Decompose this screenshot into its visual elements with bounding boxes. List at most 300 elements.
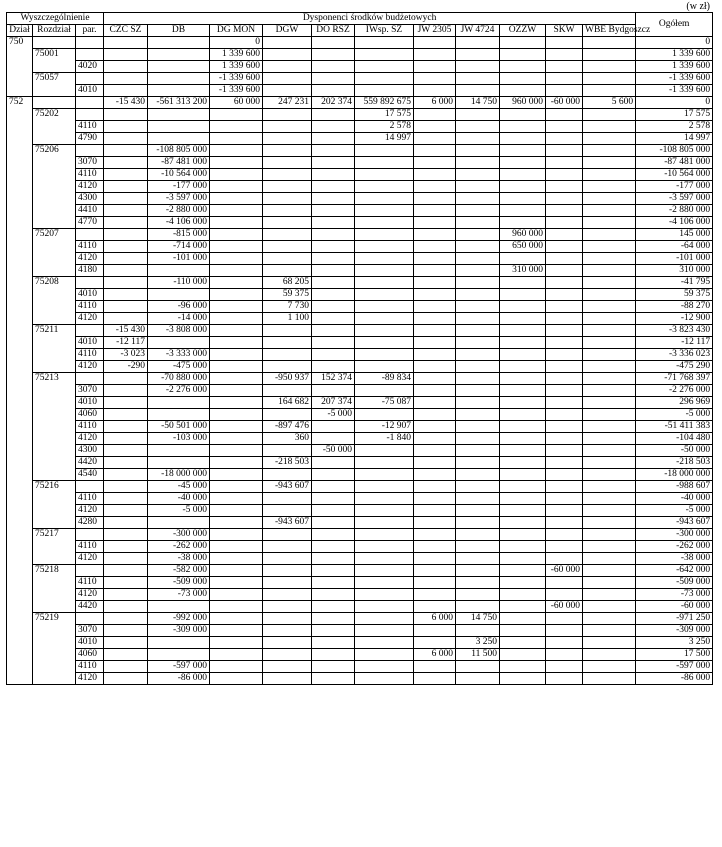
jw-4724-cell <box>456 421 500 433</box>
czc-sz-cell <box>104 289 148 301</box>
jw-2305-cell: 6 000 <box>414 613 456 625</box>
paragraf-cell: 4020 <box>76 61 104 73</box>
do-rsz-cell: 202 374 <box>312 97 355 109</box>
jw-4724-cell <box>456 313 500 325</box>
do-rsz-cell <box>312 241 355 253</box>
dgw-cell: -218 503 <box>263 457 312 469</box>
skw-cell <box>546 577 583 589</box>
iwsp-sz-cell <box>355 457 414 469</box>
table-row <box>7 349 713 361</box>
rozdzial-cell: 75216 <box>33 481 76 493</box>
wbe-bydgoszcz-cell <box>583 109 636 121</box>
total-cell: -509 000 <box>636 577 713 589</box>
table-row <box>7 433 713 445</box>
total-cell: -177 000 <box>636 181 713 193</box>
rozdzial-cell: 75211 <box>33 325 76 337</box>
iwsp-sz-cell <box>355 277 414 289</box>
dgw-cell <box>263 589 312 601</box>
dgw-cell <box>263 637 312 649</box>
db-cell <box>148 601 210 613</box>
dzial-cell <box>7 157 33 169</box>
paragraf-cell: 4120 <box>76 253 104 265</box>
iwsp-sz-cell <box>355 565 414 577</box>
ozzw-cell <box>500 61 546 73</box>
table-row <box>7 361 713 373</box>
wbe-bydgoszcz-cell <box>583 337 636 349</box>
paragraf-cell: 4110 <box>76 169 104 181</box>
skw-cell <box>546 553 583 565</box>
do-rsz-cell <box>312 481 355 493</box>
do-rsz-cell <box>312 193 355 205</box>
dgw-cell <box>263 37 312 49</box>
iwsp-sz-cell <box>355 541 414 553</box>
iwsp-sz-cell <box>355 145 414 157</box>
ozzw-cell <box>500 337 546 349</box>
jw-4724-cell <box>456 541 500 553</box>
czc-sz-cell <box>104 157 148 169</box>
dzial-cell <box>7 613 33 625</box>
table-row <box>7 529 713 541</box>
rozdzial-cell <box>33 313 76 325</box>
do-rsz-cell: -5 000 <box>312 409 355 421</box>
total-cell: -60 000 <box>636 601 713 613</box>
iwsp-sz-cell <box>355 85 414 97</box>
iwsp-sz-cell <box>355 673 414 685</box>
table-body <box>7 37 713 685</box>
db-cell: -10 564 000 <box>148 169 210 181</box>
do-rsz-cell <box>312 625 355 637</box>
total-cell: -18 000 000 <box>636 469 713 481</box>
jw-4724-cell <box>456 205 500 217</box>
rozdzial-cell <box>33 241 76 253</box>
ozzw-cell <box>500 673 546 685</box>
ozzw-cell <box>500 649 546 661</box>
jw-2305-cell <box>414 661 456 673</box>
db-cell: -101 000 <box>148 253 210 265</box>
dgw-cell <box>263 181 312 193</box>
iwsp-sz-cell <box>355 601 414 613</box>
wbe-bydgoszcz-cell <box>583 661 636 673</box>
db-cell: -475 000 <box>148 361 210 373</box>
jw-4724-cell <box>456 493 500 505</box>
paragraf-cell <box>76 37 104 49</box>
total-cell: -71 768 397 <box>636 373 713 385</box>
dgw-cell <box>263 229 312 241</box>
db-cell: -177 000 <box>148 181 210 193</box>
paragraf-cell: 4010 <box>76 85 104 97</box>
do-rsz-cell <box>312 169 355 181</box>
skw-cell <box>546 385 583 397</box>
jw-2305-cell: 6 000 <box>414 97 456 109</box>
dg-mon-cell <box>210 601 263 613</box>
iwsp-sz-cell <box>355 253 414 265</box>
table-row <box>7 313 713 325</box>
table-row <box>7 637 713 649</box>
total-cell: -73 000 <box>636 589 713 601</box>
ozzw-cell <box>500 397 546 409</box>
dg-mon-cell: 60 000 <box>210 97 263 109</box>
rozdzial-cell <box>33 553 76 565</box>
jw-2305-cell <box>414 397 456 409</box>
dg-mon-cell <box>210 457 263 469</box>
iwsp-sz-cell: -89 834 <box>355 373 414 385</box>
db-cell: -597 000 <box>148 661 210 673</box>
jw-2305-cell <box>414 361 456 373</box>
skw-cell <box>546 661 583 673</box>
dg-mon-cell <box>210 673 263 685</box>
iwsp-sz-cell <box>355 493 414 505</box>
wbe-bydgoszcz-cell: 5 600 <box>583 97 636 109</box>
do-rsz-cell <box>312 421 355 433</box>
jw-2305-cell <box>414 421 456 433</box>
dzial-cell <box>7 589 33 601</box>
do-rsz-cell <box>312 265 355 277</box>
table-row <box>7 565 713 577</box>
czc-sz-cell <box>104 409 148 421</box>
rozdzial-cell <box>33 673 76 685</box>
table-row <box>7 541 713 553</box>
iwsp-sz-cell <box>355 49 414 61</box>
header-specification: Wyszczególnienie <box>7 13 104 25</box>
rozdzial-cell <box>33 541 76 553</box>
czc-sz-cell <box>104 673 148 685</box>
do-rsz-cell <box>312 469 355 481</box>
paragraf-cell <box>76 109 104 121</box>
paragraf-cell: 4110 <box>76 661 104 673</box>
iwsp-sz-cell <box>355 589 414 601</box>
jw-4724-cell <box>456 145 500 157</box>
jw-4724-cell <box>456 217 500 229</box>
dgw-cell <box>263 409 312 421</box>
rozdzial-cell <box>33 217 76 229</box>
total-cell: -64 000 <box>636 241 713 253</box>
rozdzial-cell <box>33 121 76 133</box>
dgw-cell: -897 476 <box>263 421 312 433</box>
table-row <box>7 289 713 301</box>
unit-label: (w zł) <box>686 1 710 12</box>
dg-mon-cell <box>210 145 263 157</box>
dg-mon-cell <box>210 337 263 349</box>
ozzw-cell <box>500 277 546 289</box>
paragraf-cell: 4010 <box>76 289 104 301</box>
column-header-do-rsz: DO RSZ <box>312 25 355 37</box>
jw-4724-cell <box>456 409 500 421</box>
jw-2305-cell: 6 000 <box>414 649 456 661</box>
table-row <box>7 97 713 109</box>
db-cell <box>148 133 210 145</box>
dg-mon-cell <box>210 565 263 577</box>
jw-2305-cell <box>414 673 456 685</box>
jw-2305-cell <box>414 493 456 505</box>
czc-sz-cell <box>104 469 148 481</box>
jw-2305-cell <box>414 433 456 445</box>
iwsp-sz-cell <box>355 193 414 205</box>
skw-cell <box>546 613 583 625</box>
ozzw-cell <box>500 577 546 589</box>
skw-cell <box>546 625 583 637</box>
dzial-cell <box>7 181 33 193</box>
paragraf-cell: 4300 <box>76 445 104 457</box>
jw-2305-cell <box>414 169 456 181</box>
db-cell: -992 000 <box>148 613 210 625</box>
ozzw-cell <box>500 145 546 157</box>
do-rsz-cell <box>312 157 355 169</box>
dzial-cell <box>7 397 33 409</box>
czc-sz-cell <box>104 457 148 469</box>
czc-sz-cell <box>104 181 148 193</box>
wbe-bydgoszcz-cell <box>583 37 636 49</box>
dg-mon-cell <box>210 409 263 421</box>
dg-mon-cell <box>210 109 263 121</box>
ozzw-cell <box>500 85 546 97</box>
czc-sz-cell <box>104 205 148 217</box>
db-cell <box>148 121 210 133</box>
total-cell: 17 575 <box>636 109 713 121</box>
total-cell: 310 000 <box>636 265 713 277</box>
dgw-cell <box>263 253 312 265</box>
total-cell: 145 000 <box>636 229 713 241</box>
iwsp-sz-cell <box>355 637 414 649</box>
do-rsz-cell <box>312 637 355 649</box>
czc-sz-cell <box>104 421 148 433</box>
do-rsz-cell <box>312 181 355 193</box>
dzial-cell <box>7 193 33 205</box>
ozzw-cell <box>500 445 546 457</box>
skw-cell <box>546 313 583 325</box>
db-cell: -309 000 <box>148 625 210 637</box>
dzial-cell <box>7 373 33 385</box>
wbe-bydgoszcz-cell <box>583 73 636 85</box>
total-cell: 0 <box>636 37 713 49</box>
table-row <box>7 337 713 349</box>
jw-4724-cell <box>456 337 500 349</box>
skw-cell <box>546 157 583 169</box>
paragraf-cell: 4120 <box>76 589 104 601</box>
wbe-bydgoszcz-cell <box>583 433 636 445</box>
table-row <box>7 229 713 241</box>
paragraf-cell <box>76 229 104 241</box>
skw-cell <box>546 277 583 289</box>
iwsp-sz-cell: 17 575 <box>355 109 414 121</box>
rozdzial-cell: 75207 <box>33 229 76 241</box>
czc-sz-cell <box>104 121 148 133</box>
wbe-bydgoszcz-cell <box>583 373 636 385</box>
wbe-bydgoszcz-cell <box>583 493 636 505</box>
czc-sz-cell <box>104 49 148 61</box>
skw-cell <box>546 337 583 349</box>
czc-sz-cell <box>104 301 148 313</box>
dg-mon-cell <box>210 193 263 205</box>
total-cell: 2 578 <box>636 121 713 133</box>
ozzw-cell <box>500 217 546 229</box>
table-row <box>7 601 713 613</box>
total-cell: -475 290 <box>636 361 713 373</box>
ozzw-cell <box>500 253 546 265</box>
total-cell: -101 000 <box>636 253 713 265</box>
dzial-cell <box>7 121 33 133</box>
skw-cell <box>546 505 583 517</box>
dgw-cell: 7 730 <box>263 301 312 313</box>
paragraf-cell: 4110 <box>76 577 104 589</box>
skw-cell <box>546 637 583 649</box>
jw-4724-cell <box>456 517 500 529</box>
table-row <box>7 85 713 97</box>
jw-4724-cell <box>456 373 500 385</box>
iwsp-sz-cell <box>355 385 414 397</box>
paragraf-cell: 4060 <box>76 649 104 661</box>
dgw-cell <box>263 469 312 481</box>
rozdzial-cell: 75208 <box>33 277 76 289</box>
rozdzial-cell <box>33 361 76 373</box>
paragraf-cell <box>76 481 104 493</box>
rozdzial-cell <box>33 385 76 397</box>
skw-cell <box>546 73 583 85</box>
paragraf-cell: 4180 <box>76 265 104 277</box>
dg-mon-cell <box>210 169 263 181</box>
rozdzial-cell <box>33 337 76 349</box>
iwsp-sz-cell <box>355 241 414 253</box>
dgw-cell: -943 607 <box>263 517 312 529</box>
skw-cell <box>546 373 583 385</box>
total-cell: 59 375 <box>636 289 713 301</box>
ozzw-cell <box>500 385 546 397</box>
ozzw-cell <box>500 289 546 301</box>
wbe-bydgoszcz-cell <box>583 505 636 517</box>
jw-2305-cell <box>414 241 456 253</box>
total-cell: 1 339 600 <box>636 61 713 73</box>
iwsp-sz-cell <box>355 265 414 277</box>
paragraf-cell: 3070 <box>76 625 104 637</box>
czc-sz-cell <box>104 661 148 673</box>
db-cell <box>148 409 210 421</box>
iwsp-sz-cell: -12 907 <box>355 421 414 433</box>
column-header-row <box>7 25 713 37</box>
paragraf-cell <box>76 277 104 289</box>
jw-2305-cell <box>414 205 456 217</box>
rozdzial-cell <box>33 421 76 433</box>
wbe-bydgoszcz-cell <box>583 301 636 313</box>
table-row <box>7 457 713 469</box>
ozzw-cell <box>500 301 546 313</box>
do-rsz-cell <box>312 217 355 229</box>
czc-sz-cell <box>104 277 148 289</box>
jw-2305-cell <box>414 181 456 193</box>
ozzw-cell <box>500 421 546 433</box>
dzial-cell <box>7 241 33 253</box>
jw-4724-cell <box>456 529 500 541</box>
jw-2305-cell <box>414 409 456 421</box>
total-cell: -300 000 <box>636 529 713 541</box>
dzial-cell <box>7 661 33 673</box>
dg-mon-cell <box>210 661 263 673</box>
table-row <box>7 409 713 421</box>
dzial-cell <box>7 85 33 97</box>
ozzw-cell <box>500 493 546 505</box>
column-header-dg-mon: DG MON <box>210 25 263 37</box>
db-cell <box>148 289 210 301</box>
paragraf-cell: 4110 <box>76 301 104 313</box>
ozzw-cell <box>500 205 546 217</box>
db-cell: -86 000 <box>148 673 210 685</box>
total-cell: -87 481 000 <box>636 157 713 169</box>
dgw-cell: 164 682 <box>263 397 312 409</box>
ozzw-cell <box>500 469 546 481</box>
czc-sz-cell <box>104 637 148 649</box>
do-rsz-cell <box>312 433 355 445</box>
ozzw-cell <box>500 313 546 325</box>
table-row <box>7 517 713 529</box>
jw-4724-cell <box>456 85 500 97</box>
rozdzial-cell <box>33 349 76 361</box>
iwsp-sz-cell <box>355 217 414 229</box>
table-row <box>7 397 713 409</box>
dzial-cell <box>7 433 33 445</box>
czc-sz-cell <box>104 625 148 637</box>
jw-4724-cell <box>456 181 500 193</box>
db-cell: -582 000 <box>148 565 210 577</box>
total-cell: -5 000 <box>636 505 713 517</box>
table-row <box>7 553 713 565</box>
dgw-cell <box>263 61 312 73</box>
jw-4724-cell <box>456 289 500 301</box>
table-row <box>7 385 713 397</box>
header-total: Ogółem <box>636 13 713 37</box>
do-rsz-cell <box>312 361 355 373</box>
jw-2305-cell <box>414 229 456 241</box>
dzial-cell <box>7 541 33 553</box>
wbe-bydgoszcz-cell <box>583 181 636 193</box>
rozdzial-cell <box>33 37 76 49</box>
dg-mon-cell <box>210 181 263 193</box>
jw-4724-cell <box>456 481 500 493</box>
db-cell: -45 000 <box>148 481 210 493</box>
total-cell: 0 <box>636 97 713 109</box>
iwsp-sz-cell <box>355 481 414 493</box>
jw-4724-cell <box>456 241 500 253</box>
jw-2305-cell <box>414 457 456 469</box>
dg-mon-cell <box>210 289 263 301</box>
czc-sz-cell <box>104 85 148 97</box>
jw-2305-cell <box>414 73 456 85</box>
dg-mon-cell <box>210 505 263 517</box>
skw-cell <box>546 217 583 229</box>
column-header-ozzw: OZŻW <box>500 25 546 37</box>
rozdzial-cell <box>33 589 76 601</box>
total-cell: -218 503 <box>636 457 713 469</box>
czc-sz-cell <box>104 37 148 49</box>
table-row <box>7 49 713 61</box>
wbe-bydgoszcz-cell <box>583 385 636 397</box>
db-cell: -5 000 <box>148 505 210 517</box>
dgw-cell <box>263 241 312 253</box>
jw-2305-cell <box>414 277 456 289</box>
jw-2305-cell <box>414 289 456 301</box>
wbe-bydgoszcz-cell <box>583 253 636 265</box>
dg-mon-cell <box>210 637 263 649</box>
jw-2305-cell <box>414 469 456 481</box>
db-cell: -300 000 <box>148 529 210 541</box>
do-rsz-cell <box>312 385 355 397</box>
wbe-bydgoszcz-cell <box>583 49 636 61</box>
iwsp-sz-cell <box>355 529 414 541</box>
iwsp-sz-cell <box>355 181 414 193</box>
skw-cell: -60 000 <box>546 601 583 613</box>
wbe-bydgoszcz-cell <box>583 193 636 205</box>
table-row <box>7 469 713 481</box>
paragraf-cell <box>76 49 104 61</box>
rozdzial-cell <box>33 469 76 481</box>
paragraf-cell: 4010 <box>76 397 104 409</box>
